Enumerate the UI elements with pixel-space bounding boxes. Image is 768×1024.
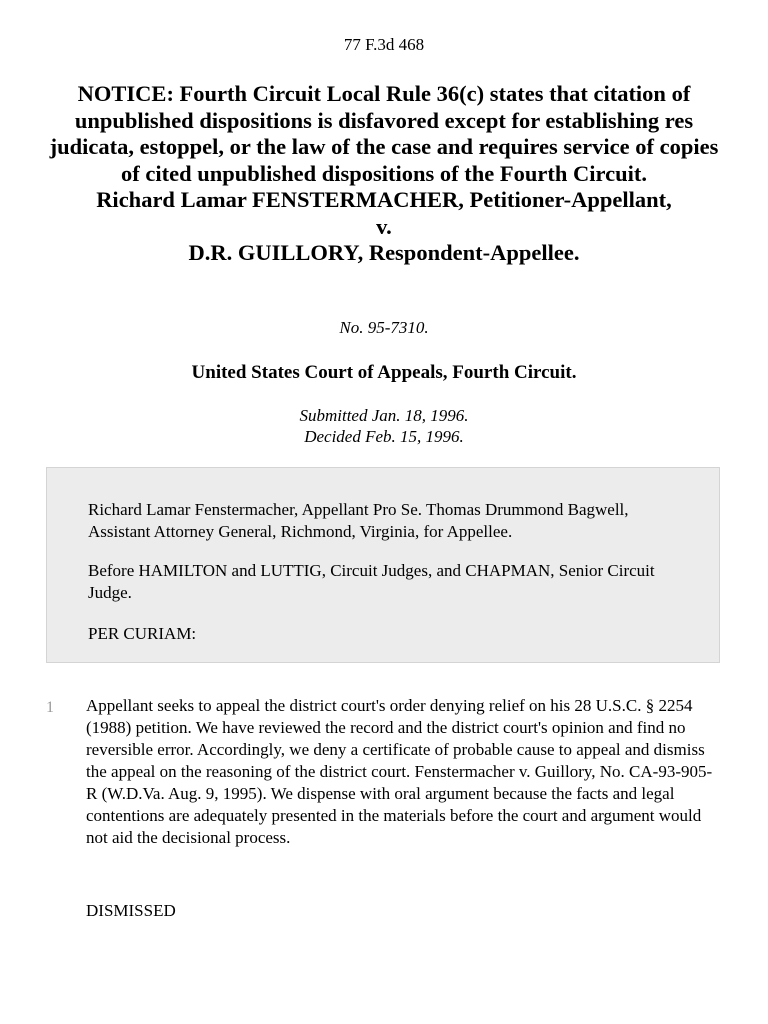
case-dates (0, 405, 768, 447)
court-name: United States Court of Appeals, Fourth Circuit. (191, 362, 577, 383)
case-citation: 77 F.3d 468 (343, 35, 425, 54)
case-header (40, 81, 728, 267)
per-curiam-label: PER CURIAM: (88, 624, 197, 643)
counsel-judges: Before HAMILTON and LUTTIG, Circuit Judges, and CHAPMAN, Senior Circuit Judge. (88, 561, 655, 602)
appellant-party: Richard Lamar FENSTERMACHER, Petitioner-Appellant, (96, 187, 672, 212)
submitted-date: Submitted Jan. 18, 1996. (299, 406, 469, 425)
versus-label: v. (376, 213, 392, 239)
counsel-attorneys: Richard Lamar Fenstermacher, Appellant Pro Se. Thomas Drummond Bagwell, Assistant Attorney General, Richmond, Virginia, for Appellee. (88, 500, 629, 541)
paragraph-number: 1 (46, 699, 54, 716)
unpublished-notice: NOTICE: Fourth Circuit Local Rule 36(c) states that citation of unpublished dispositions is disfavored except for establishing res judicata, estoppel, or the law of the case and requires service of copies of cited unpublished dispositions of the Fourth Circuit. (49, 81, 719, 186)
appellee-party: D.R. GUILLORY, Respondent-Appellee. (188, 240, 580, 265)
disposition: DISMISSED (86, 901, 176, 920)
counsel-panel (46, 467, 720, 663)
decided-date: Decided Feb. 15, 1996. (304, 427, 464, 446)
docket-number: No. 95-7310. (339, 318, 429, 337)
opinion-paragraph: Appellant seeks to appeal the district court's order denying relief on his 28 U.S.C. § 2254 (1988) petition. We have reviewed the record and the district court's opinion and find no reversible error. Accordingly, we deny a certificate of probable cause to appeal and dismiss the appeal on the reasoning of the district court. Fenstermacher v. Guillory, No. CA-93-905-R (W.D.Va. Aug. 9, 1995). We dispense with oral argument because the facts and legal contentions are adequately presented in the materials before the court and argument would not aid the decisional process. (86, 696, 713, 847)
